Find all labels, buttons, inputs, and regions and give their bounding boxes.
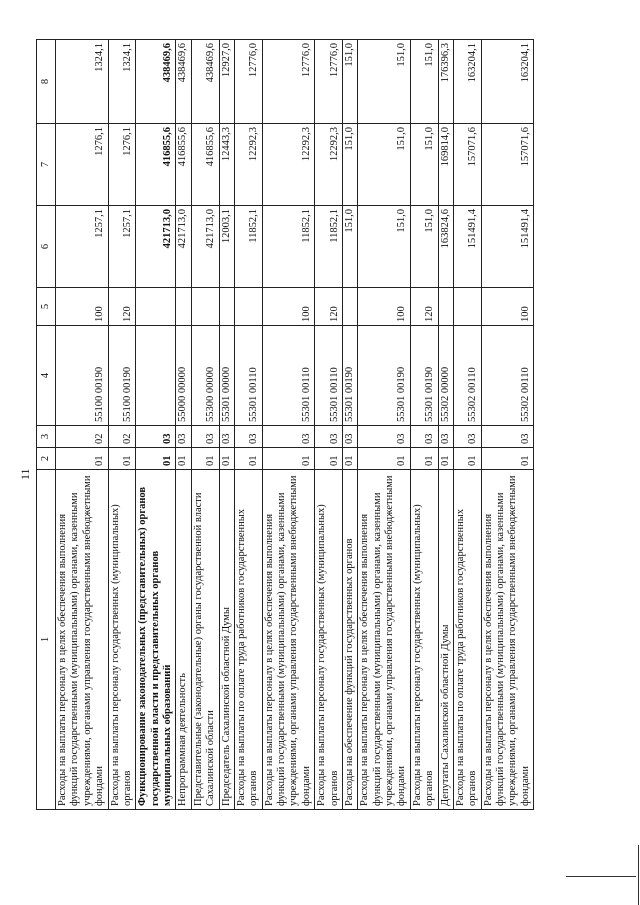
cell-expense-type: 100 xyxy=(358,288,411,326)
cell-name: Расходы на выплаты персоналу государственных (муниципальных) органов xyxy=(315,470,343,810)
header-col-8: 8 xyxy=(37,40,56,124)
cell-expense-type xyxy=(219,288,234,326)
cell-amount-2: 416855,6 xyxy=(191,124,219,206)
cell-subsection: 03 xyxy=(191,426,219,448)
cell-expense-type xyxy=(438,288,453,326)
cell-subsection: 03 xyxy=(358,426,411,448)
budget-table xyxy=(36,39,534,810)
cell-amount-1: 421713,0 xyxy=(136,206,176,288)
cell-amount-1: 1257,1 xyxy=(56,206,109,288)
cell-name: Непрограммная деятельность xyxy=(176,470,191,810)
cell-expense-type xyxy=(234,288,262,326)
cell-amount-3: 151,0 xyxy=(410,40,438,124)
cell-amount-1: 11852,1 xyxy=(315,206,343,288)
table-row xyxy=(176,40,191,810)
cell-target-article: 55301 00190 xyxy=(358,326,411,426)
cell-amount-1: 421713,0 xyxy=(191,206,219,288)
cell-subsection: 03 xyxy=(481,426,534,448)
cell-amount-2: 169814,0 xyxy=(438,124,453,206)
cell-amount-2: 1276,1 xyxy=(56,124,109,206)
cell-amount-2: 157071,6 xyxy=(453,124,481,206)
cell-amount-2: 1276,1 xyxy=(108,124,136,206)
cell-amount-2: 416855,6 xyxy=(176,124,191,206)
cell-amount-1: 151,0 xyxy=(358,206,411,288)
cell-section: 01 xyxy=(219,448,234,470)
page-number: 11 xyxy=(18,468,32,480)
cell-amount-3: 151,0 xyxy=(358,40,411,124)
cell-subsection: 03 xyxy=(219,426,234,448)
cell-expense-type xyxy=(136,288,176,326)
cell-subsection: 03 xyxy=(342,426,357,448)
header-row xyxy=(37,40,56,810)
cell-section: 01 xyxy=(191,448,219,470)
cell-target-article: 55302 00110 xyxy=(453,326,481,426)
cell-amount-3: 12776,0 xyxy=(234,40,262,124)
cell-section: 01 xyxy=(315,448,343,470)
cell-name: Расходы на обеспечение функций государственных органов xyxy=(342,470,357,810)
cell-expense-type: 120 xyxy=(108,288,136,326)
table-row xyxy=(358,40,411,810)
cell-section: 01 xyxy=(108,448,136,470)
cell-section: 01 xyxy=(481,448,534,470)
cell-name: Расходы на выплаты персоналу в целях обеспечения выполнения функций государственными (муниципальными) органами, казенными учреждениями, органами управления государственными внебюджетными фондами xyxy=(481,470,534,810)
cell-subsection: 03 xyxy=(262,426,315,448)
header-col-1: 1 xyxy=(37,470,56,810)
cell-amount-1: 11852,1 xyxy=(234,206,262,288)
cell-amount-1: 11852,1 xyxy=(262,206,315,288)
table-row xyxy=(453,40,481,810)
cell-amount-3: 176396,3 xyxy=(438,40,453,124)
cell-section: 01 xyxy=(453,448,481,470)
cell-amount-1: 1257,1 xyxy=(108,206,136,288)
header-col-4: 4 xyxy=(37,326,56,426)
cell-amount-3: 1324,1 xyxy=(108,40,136,124)
cell-subsection: 03 xyxy=(410,426,438,448)
cell-target-article: 55000 00000 xyxy=(176,326,191,426)
scan-mark-vertical xyxy=(566,876,636,877)
cell-section: 01 xyxy=(234,448,262,470)
header-col-7: 7 xyxy=(37,124,56,206)
cell-expense-type: 120 xyxy=(315,288,343,326)
table-row xyxy=(438,40,453,810)
cell-target-article: 55100 00190 xyxy=(108,326,136,426)
cell-subsection: 03 xyxy=(234,426,262,448)
cell-amount-2: 151,0 xyxy=(342,124,357,206)
cell-target-article: 55301 00190 xyxy=(342,326,357,426)
cell-amount-1: 12003,1 xyxy=(219,206,234,288)
cell-amount-3: 163204,1 xyxy=(453,40,481,124)
table-row xyxy=(342,40,357,810)
cell-target-article xyxy=(136,326,176,426)
cell-amount-3: 151,0 xyxy=(342,40,357,124)
cell-amount-3: 12776,0 xyxy=(315,40,343,124)
cell-name: Председатель Сахалинской областной Думы xyxy=(219,470,234,810)
cell-amount-3: 1324,1 xyxy=(56,40,109,124)
table-row xyxy=(219,40,234,810)
cell-target-article: 55302 00000 xyxy=(438,326,453,426)
cell-amount-2: 157071,6 xyxy=(481,124,534,206)
cell-name: Представительные (законодательные) органы государственной власти Сахалинской области xyxy=(191,470,219,810)
table-row xyxy=(108,40,136,810)
cell-subsection: 03 xyxy=(136,426,176,448)
cell-subsection: 02 xyxy=(108,426,136,448)
header-col-2: 2 xyxy=(37,448,56,470)
cell-amount-2: 151,0 xyxy=(410,124,438,206)
table-row xyxy=(56,40,109,810)
table-row xyxy=(262,40,315,810)
cell-target-article: 55302 00110 xyxy=(481,326,534,426)
cell-target-article: 55301 00190 xyxy=(410,326,438,426)
cell-amount-3: 163204,1 xyxy=(481,40,534,124)
cell-name: Расходы на выплаты персоналу государственных (муниципальных) органов xyxy=(108,470,136,810)
cell-amount-1: 151,0 xyxy=(410,206,438,288)
cell-amount-2: 151,0 xyxy=(358,124,411,206)
cell-subsection: 03 xyxy=(453,426,481,448)
cell-section: 01 xyxy=(136,448,176,470)
cell-expense-type: 100 xyxy=(481,288,534,326)
cell-section: 01 xyxy=(262,448,315,470)
cell-subsection: 03 xyxy=(438,426,453,448)
cell-amount-3: 12776,0 xyxy=(262,40,315,124)
table-row xyxy=(234,40,262,810)
table-row xyxy=(191,40,219,810)
cell-target-article: 55100 00190 xyxy=(56,326,109,426)
cell-target-article: 55301 00110 xyxy=(315,326,343,426)
cell-subsection: 02 xyxy=(56,426,109,448)
cell-amount-1: 421713,0 xyxy=(176,206,191,288)
scan-mark-horizontal xyxy=(638,845,639,905)
cell-amount-1: 163824,6 xyxy=(438,206,453,288)
table-row xyxy=(481,40,534,810)
cell-section: 01 xyxy=(410,448,438,470)
cell-amount-2: 12292,3 xyxy=(234,124,262,206)
cell-amount-3: 438469,6 xyxy=(136,40,176,124)
cell-amount-3: 438469,6 xyxy=(191,40,219,124)
cell-amount-2: 12292,3 xyxy=(315,124,343,206)
cell-target-article: 55301 00000 xyxy=(219,326,234,426)
cell-name: Расходы на выплаты персоналу в целях обеспечения выполнения функций государственными (муниципальными) органами, казенными учреждениями, органами управления государственными внебюджетными фондами xyxy=(358,470,411,810)
cell-expense-type: 100 xyxy=(56,288,109,326)
cell-section: 01 xyxy=(358,448,411,470)
cell-expense-type xyxy=(342,288,357,326)
cell-target-article: 55301 00110 xyxy=(234,326,262,426)
cell-name: Расходы на выплаты персоналу в целях обеспечения выполнения функций государственными (муниципальными) органами, казенными учреждениями, органами управления государственными внебюджетными фондами xyxy=(262,470,315,810)
cell-section: 01 xyxy=(176,448,191,470)
cell-expense-type: 120 xyxy=(410,288,438,326)
cell-name: Функционирование законодательных (представительных) органов государственной власти и представительных органов муниципальных образований xyxy=(136,470,176,810)
table-row xyxy=(315,40,343,810)
header-col-3: 3 xyxy=(37,426,56,448)
cell-amount-2: 416855,6 xyxy=(136,124,176,206)
cell-target-article: 55301 00110 xyxy=(262,326,315,426)
cell-name: Депутаты Сахалинской областной Думы xyxy=(438,470,453,810)
cell-expense-type xyxy=(453,288,481,326)
cell-expense-type: 100 xyxy=(262,288,315,326)
cell-name: Расходы на выплаты персоналу в целях обеспечения выполнения функций государственными (муниципальными) органами, казенными учреждениями, органами управления государственными внебюджетными фондами xyxy=(56,470,109,810)
table-row xyxy=(410,40,438,810)
cell-amount-1: 151,0 xyxy=(342,206,357,288)
cell-subsection: 03 xyxy=(176,426,191,448)
cell-name: Расходы на выплаты по оплате труда работников государственных органов xyxy=(453,470,481,810)
cell-amount-1: 151491,4 xyxy=(453,206,481,288)
cell-section: 01 xyxy=(342,448,357,470)
cell-amount-2: 12443,3 xyxy=(219,124,234,206)
cell-amount-3: 12927,0 xyxy=(219,40,234,124)
header-col-5: 5 xyxy=(37,288,56,326)
header-col-6: 6 xyxy=(37,206,56,288)
cell-expense-type xyxy=(191,288,219,326)
cell-name: Расходы на выплаты по оплате труда работников государственных органов xyxy=(234,470,262,810)
cell-section: 01 xyxy=(56,448,109,470)
cell-amount-2: 12292,3 xyxy=(262,124,315,206)
cell-subsection: 03 xyxy=(315,426,343,448)
cell-section: 01 xyxy=(438,448,453,470)
cell-amount-1: 151491,4 xyxy=(481,206,534,288)
table-body xyxy=(56,40,534,810)
table-row xyxy=(136,40,176,810)
cell-target-article: 55300 00000 xyxy=(191,326,219,426)
cell-expense-type xyxy=(176,288,191,326)
cell-amount-3: 438469,6 xyxy=(176,40,191,124)
cell-name: Расходы на выплаты персоналу государственных (муниципальных) органов xyxy=(410,470,438,810)
